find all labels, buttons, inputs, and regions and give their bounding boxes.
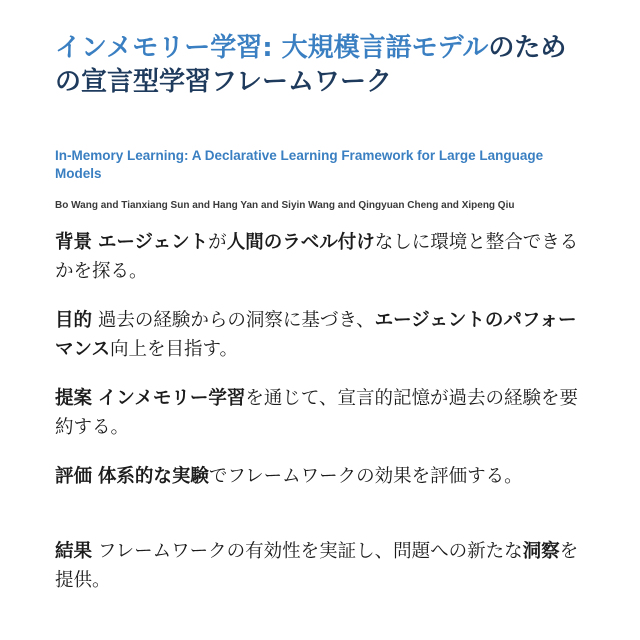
section-emphasis: エージェントのパフォーマンス: [55, 310, 577, 360]
section-emphasis: 人間のラベル付け: [226, 232, 375, 253]
japanese-title-highlight: インメモリー学習: 大規模言語モデル: [55, 33, 489, 63]
section-text: なしに環境と整合できるかを探る。: [55, 232, 579, 282]
section-emphasis: 体系的な実験: [97, 466, 209, 487]
section-label: 評価: [55, 466, 93, 487]
section-text: を通じて、宣言的記憶が過去の経験を要約する。: [55, 388, 578, 438]
section-objective: [55, 306, 590, 364]
section-label: 提案: [55, 388, 93, 409]
section-text: 向上を目指す。: [109, 339, 238, 360]
author-list: Bo Wang and Tianxiang Sun and Hang Yan and Siyin Wang and Qingyuan Cheng and Xipeng Qiu: [55, 200, 515, 211]
section-evaluation: [55, 462, 590, 491]
section-text: 過去の経験からの洞察に基づき、: [97, 310, 375, 331]
section-label: 目的: [55, 310, 93, 331]
section-label: 背景: [55, 232, 93, 253]
japanese-title: [55, 31, 587, 99]
section-text: フレームワークの有効性を実証し、問題への新たな: [97, 541, 523, 562]
section-results: [55, 537, 590, 595]
summary-sections: [55, 228, 590, 595]
section-text: でフレームワークの効果を評価する。: [208, 466, 523, 487]
japanese-title-rest: のための宣言型学習フレームワーク: [55, 33, 567, 97]
section-text: を提供。: [55, 541, 579, 591]
section-emphasis: エージェント: [97, 232, 209, 253]
section-background: [55, 228, 590, 286]
section-emphasis: インメモリー学習: [97, 388, 246, 409]
english-title: In-Memory Learning: A Declarative Learning Framework for Large Language Models: [55, 148, 544, 181]
section-proposal: [55, 384, 590, 442]
section-label: 結果: [55, 541, 93, 562]
section-text: が: [208, 232, 227, 253]
section-emphasis: 洞察: [522, 541, 560, 562]
